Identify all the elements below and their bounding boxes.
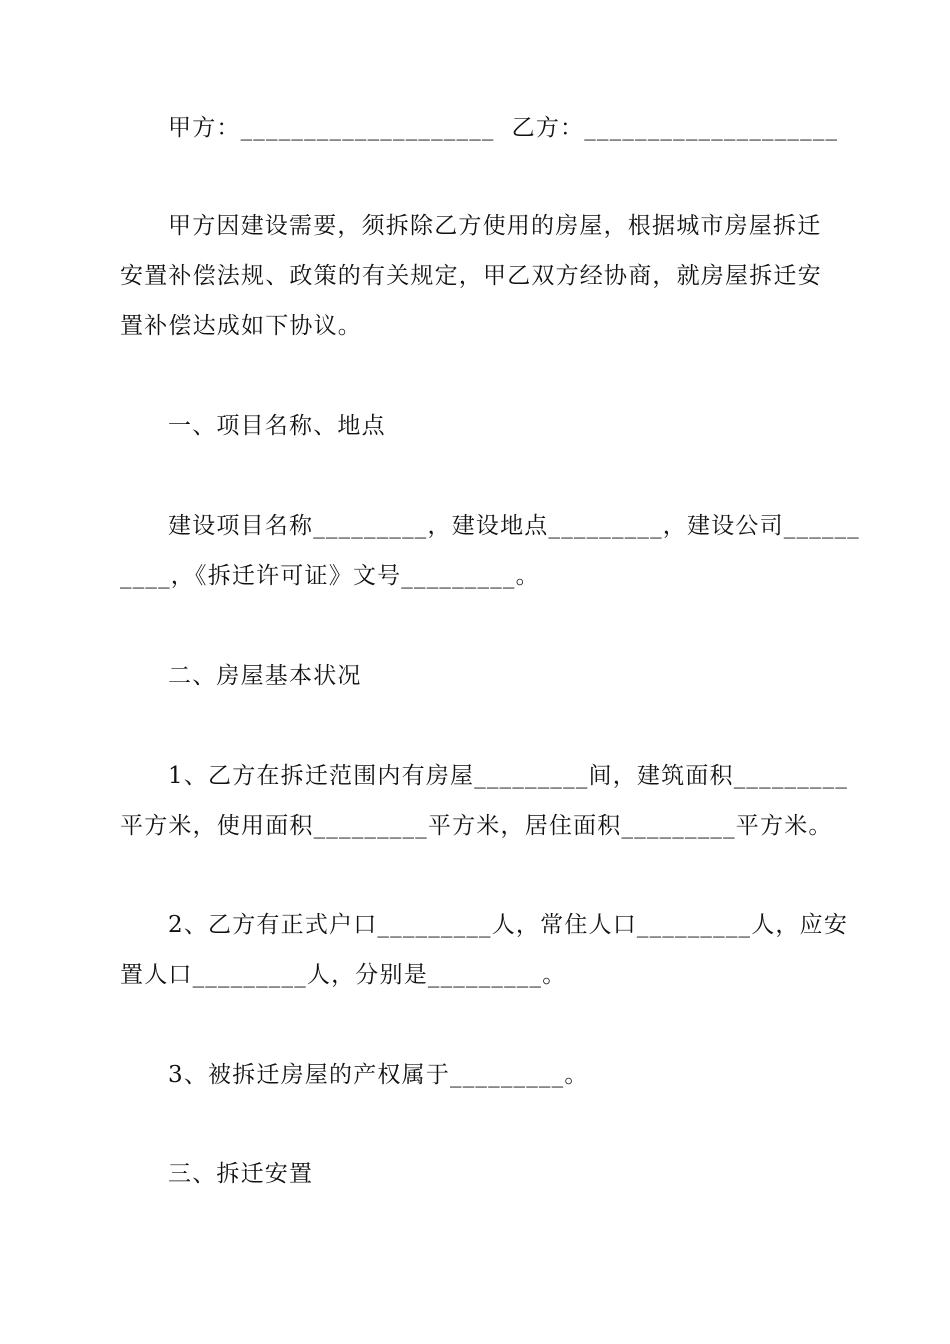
- section2-item3-line-1: 3、被拆迁房屋的产权属于_________。: [168, 1062, 589, 1088]
- section2-item1-line-1: 1、乙方在拆迁范围内有房屋_________间，建筑面积_________: [168, 763, 849, 789]
- section1-line-2: ____，《拆迁许可证》文号_________。: [120, 563, 540, 589]
- section-heading-3: 三、拆迁安置: [168, 1161, 314, 1187]
- intro-line-1: 甲方因建设需要，须拆除乙方使用的房屋，根据城市房屋拆迁: [168, 213, 822, 239]
- section-heading-2: 二、房屋基本状况: [168, 663, 362, 689]
- intro-line-2: 安置补偿法规、政策的有关规定，甲乙双方经协商，就房屋拆迁安: [120, 263, 822, 289]
- section-heading-1: 一、项目名称、地点: [168, 413, 386, 439]
- section2-item1-line-2: 平方米，使用面积_________平方米，居住面积_________平方米。: [120, 813, 833, 839]
- section1-line-1: 建设项目名称_________，建设地点_________，建设公司______: [168, 513, 860, 539]
- section2-item2-line-2: 置人口_________人，分别是_________。: [120, 962, 567, 988]
- intro-line-3: 置补偿达成如下协议。: [120, 313, 362, 339]
- parties-line: 甲方：____________________ 乙方：____________________: [168, 115, 839, 141]
- section2-item2-line-1: 2、乙方有正式户口_________人，常住人口_________人，应安: [168, 912, 849, 938]
